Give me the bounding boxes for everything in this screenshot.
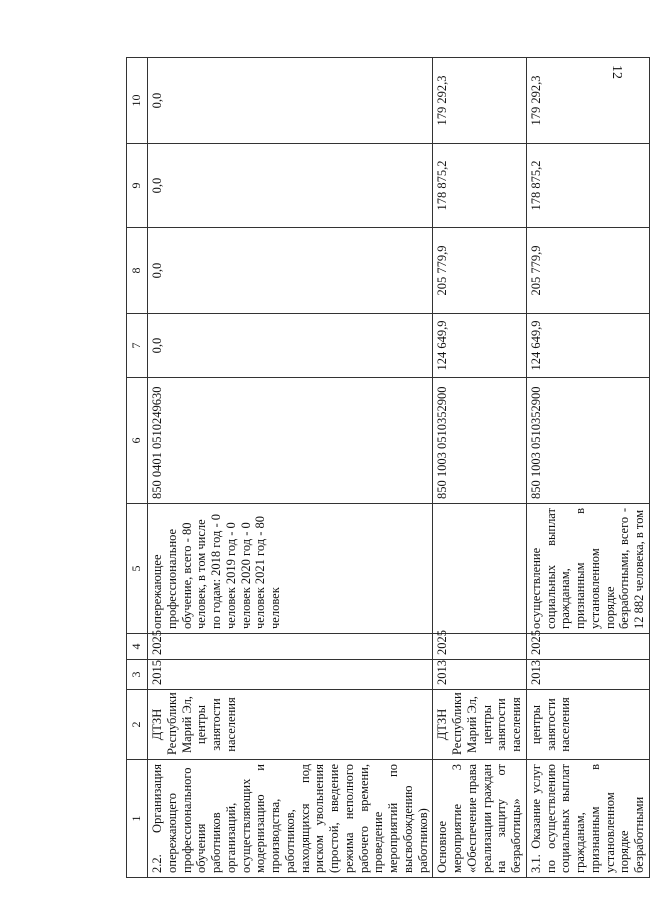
header-cell: 8 [127,228,148,314]
cell-start-year: 2013 [433,660,527,690]
cell-budget-code: 850 1003 0510352900 [433,378,527,504]
cell-budget-code: 850 1003 0510352900 [526,378,649,504]
program-table [126,57,650,878]
cell-value: 124 649,9 [433,314,527,378]
header-cell: 3 [127,660,148,690]
table-row [526,58,649,878]
cell-activity: Основное мероприятие 3 «Обеспечение права реализации граждан на защиту от безработицы» [433,760,527,878]
cell-value: 0,0 [148,228,433,314]
table-row [433,58,527,878]
cell-result: осуществление социальных выплат гражданам, признанным в установленном порядке безработными, всего - 12 882 человека, в том [526,504,649,634]
cell-start-year: 2013 [526,660,649,690]
header-cell: 4 [127,634,148,660]
cell-end-year: 2025 [148,634,433,660]
cell-result [433,504,527,634]
page-number: 12 [609,65,624,79]
cell-budget-code: 850 0401 0510249630 [148,378,433,504]
cell-result: опережающее профессиональное обучение, всего - 80 человек, в том числе по годам: 2018 год - 0 человек 2019 год - 0 человек 2020 год - 0 человек 2021 год - 80 человек [148,504,433,634]
cell-activity: 3.1. Оказание услуг по осуществлению социальных выплат гражданам, признанным в установленном порядке безработными [526,760,649,878]
header-cell: 5 [127,504,148,634]
header-row [127,58,148,878]
cell-value: 205 779,9 [526,228,649,314]
header-cell: 6 [127,378,148,504]
cell-value: 0,0 [148,58,433,144]
cell-executor: ДТЗН Республики Марий Эл, центры занятости населения [433,690,527,760]
cell-end-year: 2025 [526,634,649,660]
cell-activity: 2.2. Организация опережающего профессионального обучения работников организаций, осуществляющих модернизацию и производства, работников, находящихся под риском увольнения (простой, введение режима неполного рабочего времени, проведение мероприятий по высвобождению работников) [148,760,433,878]
cell-value: 205 779,9 [433,228,527,314]
cell-executor: центры занятости населения [526,690,649,760]
rotated-table-wrapper [126,58,646,878]
cell-start-year: 2015 [148,660,433,690]
cell-end-year: 2025 [433,634,527,660]
header-cell: 9 [127,144,148,228]
cell-executor: ДТЗН Республики Марий Эл, центры занятости населения [148,690,433,760]
cell-value: 124 649,9 [526,314,649,378]
header-cell: 10 [127,58,148,144]
cell-value: 179 292,3 [433,58,527,144]
cell-value: 0,0 [148,314,433,378]
header-cell: 1 [127,760,148,878]
cell-value: 178 875,2 [433,144,527,228]
cell-value: 0,0 [148,144,433,228]
header-cell: 7 [127,314,148,378]
table-row [148,58,433,878]
header-cell: 2 [127,690,148,760]
cell-value: 179 292,3 [526,58,649,144]
cell-value: 178 875,2 [526,144,649,228]
